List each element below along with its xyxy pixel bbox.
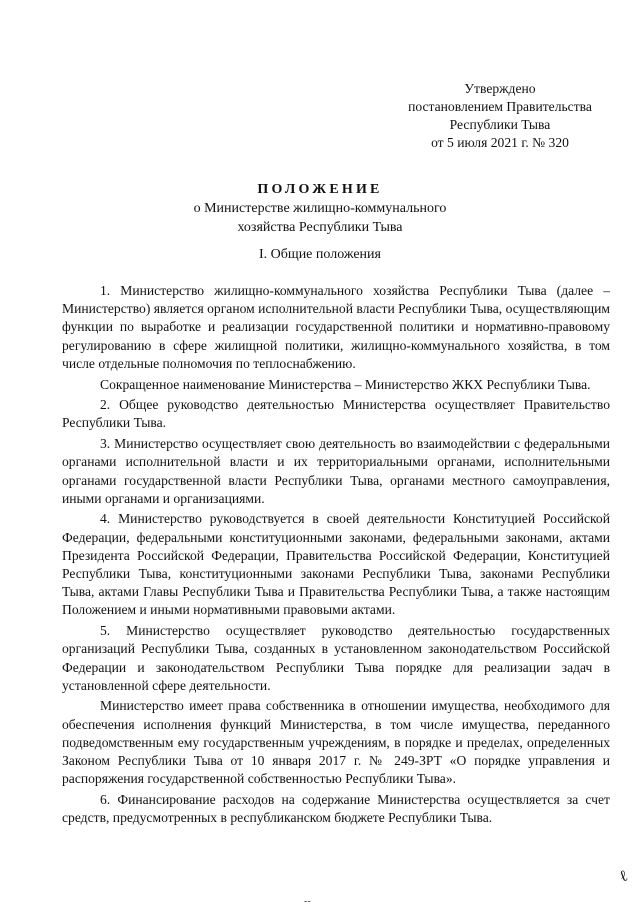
page-footer-mark: -- <box>304 896 311 907</box>
approval-line-2: постановлением Правительства <box>408 99 592 114</box>
paragraph-6: 6. Финансирование расходов на содержание Министерства осуществляется за счет средств, предусмотренных в республиканском бюджете Республики Тыва. <box>62 791 610 826</box>
document-subtitle-line-1: о Министерстве жилищно-коммунального <box>193 201 447 216</box>
approval-line-1: Утверждено <box>464 81 536 96</box>
document-body <box>62 282 610 830</box>
paragraph-4: 4. Министерство руководствуется в своей деятельности Конституцией Российской Федерации, федеральными конституционными законами, федеральными законами, актами Президента Российской Федерации, Правительства Российской Федерации, Конституцией Республики Тыва, конституционными законами Республики Тыва, законами Республики Тыва, актами Главы Республики Тыва и Правительства Республики Тыва, а также настоящим Положением и иными нормативными правовыми актами. <box>62 511 610 618</box>
paragraph-property-rights: Министерство имеет права собственника в отношении имущества, необходимого для обеспечения исполнения функций Министерства, в том числе имущества, переданного подведомственным ему государственным учреждениям, в порядке и пределах, определенных Законом Республики Тыва от 10 января 2017 г. № 249-ЗРТ «О порядке управления и распоряжения государственной собственностью Республики Тыва». <box>62 698 610 787</box>
document-title: ПОЛОЖЕНИЕ <box>257 182 383 197</box>
document-subtitle-line-2: хозяйства Республики Тыва <box>237 220 403 235</box>
paragraph-5: 5. Министерство осуществляет руководство деятельностью государственных организаций Республики Тыва, созданных в установленном законодательством Российской Федерации и законодательством Республики Тыва порядке для реализации задач в установленной сфере деятельности. <box>62 623 610 693</box>
approval-block <box>380 80 620 152</box>
document-title-block <box>0 180 640 237</box>
paragraph-1: 1. Министерство жилищно-коммунального хозяйства Республики Тыва (далее – Министерство) является органом исполнительной власти Республики Тыва, осуществляющим функции по выработке и реализации государственной политики и нормативно-правовому регулированию в сфере жилищной политики, жилищно-коммунального хозяйства, в том числе отдельные полномочия по теплоснабжению. <box>62 283 610 371</box>
paragraph-short-name: Сокращенное наименование Министерства – Министерство ЖКХ Республики Тыва. <box>100 376 591 392</box>
approval-line-4: от 5 июля 2021 г. № 320 <box>431 135 569 150</box>
paragraph-3: 3. Министерство осуществляет свою деятельность во взаимодействии с федеральными органами исполнительной власти и их территориальными органами, исполнительными органами государственной власти Республики Тыва, органами местного самоуправления, иными органами и организациями. <box>62 436 610 506</box>
section-heading: I. Общие положения <box>259 247 381 262</box>
paragraph-2: 2. Общее руководство деятельностью Министерства осуществляет Правительство Республики Тыва. <box>62 397 610 431</box>
handwritten-mark: ℓ <box>617 867 631 886</box>
approval-line-3: Республики Тыва <box>449 117 551 132</box>
